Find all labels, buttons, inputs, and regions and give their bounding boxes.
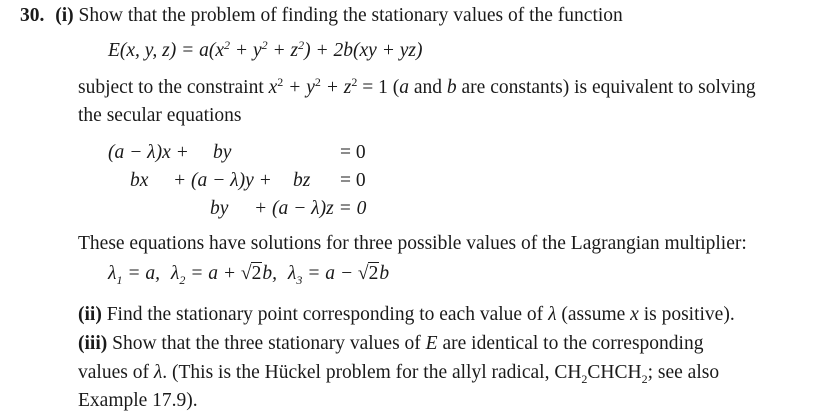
part-iii: (iii) Show that the three stationary values of E are identical to the corresponding xyxy=(78,333,704,354)
part-iii-label: (iii) xyxy=(78,333,108,354)
lambda-values: $\lambda_1 = a$, $\lambda_2 = a + √2b$, $\lambda_3 = a - √2b$ xyxy=(108,263,390,287)
constraint-line: subject to the constraint $x^2 + y^2 + z^2 = 1$ (a and b are constants) is equivalent to solving xyxy=(78,75,756,98)
problem-number: 30. xyxy=(20,5,45,26)
part-i-label: (i) xyxy=(55,5,74,26)
part-ii-label: (ii) xyxy=(78,304,102,325)
function-expression: E(x, y, $z) = a(x^2 + y^2 + z^2) + 2b(xy + yz)$ xyxy=(108,38,423,61)
sqrt-symbol: √2 xyxy=(357,263,379,284)
constraint-line-2: the secular equations xyxy=(78,105,242,126)
part-iii-line-2: values of λ. (This is the Hückel problem for the allyl radical, $CH_2CHCH_2$; see also xyxy=(78,362,720,386)
part-ii: (ii) Find the stationary point corresponding to each value of λ (assume x is positive). xyxy=(78,304,735,325)
part-i-text: Show that the problem of finding the stationary values of the function xyxy=(78,5,623,26)
lagrange-text: These equations have solutions for three possible values of the Lagrangian multiplier: xyxy=(78,233,747,254)
problem-heading xyxy=(20,4,623,28)
sqrt-symbol: √2 xyxy=(240,263,262,284)
part-iii-line-3: Example 17.9). xyxy=(78,390,198,411)
